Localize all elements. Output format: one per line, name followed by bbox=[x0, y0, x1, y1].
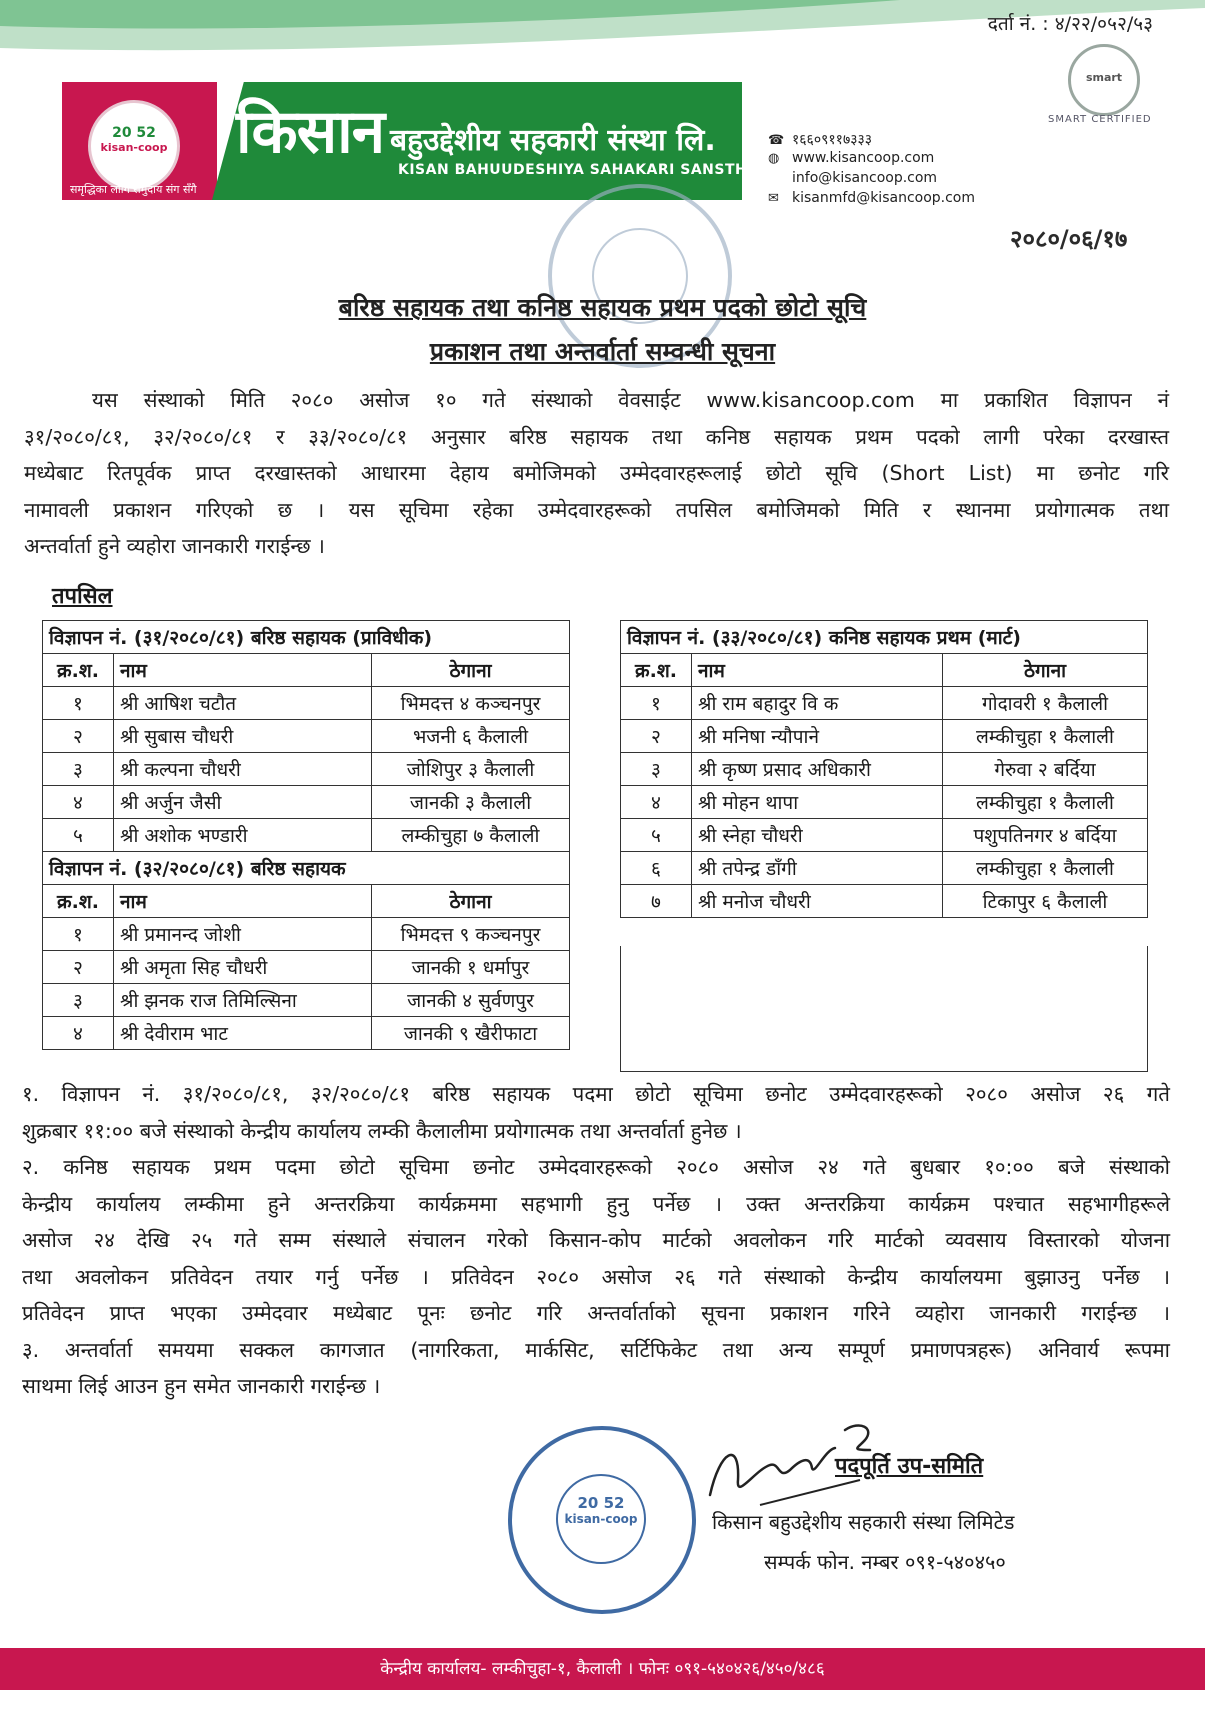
col-header-name: नाम bbox=[114, 885, 372, 918]
cell-sn: ३ bbox=[621, 753, 692, 786]
note-line: ३. अन्तर्वार्ता समयमा सक्कल कागजात (नागरिकता, मार्कसिट, सर्टिफिकेट तथा अन्य सम्पूर्ण प्रमाणपत्रहरू) अनिवार्य रूपमा bbox=[22, 1337, 1170, 1362]
col-header-sn: क्र.श. bbox=[621, 654, 692, 687]
cell-name: श्री कल्पना चौधरी bbox=[114, 753, 372, 786]
table-row bbox=[621, 852, 1148, 885]
paragraph-line: यस संस्थाको मिति २०८० असोज १० गते संस्थाको वेवसाईट www.kisancoop.com मा प्रकाशित विज्ञापन नं bbox=[92, 388, 1169, 412]
paragraph-line: मध्येबाट रितपूर्वक प्राप्त दरखास्तको आधारमा देहाय बमोजिमको उम्मेदवारहरूलाई छोटो सूचि (Short List) मा छनोट गरि bbox=[24, 461, 1169, 485]
cell-name: श्री अमृता सिह चौधरी bbox=[114, 951, 372, 984]
cell-address: जानकी ४ सुर्वणपुर bbox=[372, 984, 570, 1017]
note-line: २. कनिष्ठ सहायक प्रथम पदमा छोटो सूचिमा छनोट उम्मेदवारहरूको २०८० असोज २४ गते बुधबार १०:०० बजे संस्थाको bbox=[22, 1155, 1170, 1179]
cell-address: लम्कीचुहा ७ कैलाली bbox=[372, 819, 570, 852]
paragraph-line: ३१/२०८०/८१, ३२/२०८०/८१ र ३३/२०८०/८१ अनुसार बरिष्ठ सहायक तथा कनिष्ठ सहायक प्रथम पदको लागी परेका दरखास्त bbox=[24, 424, 1169, 449]
cell-name: श्री कृष्ण प्रसाद अधिकारी bbox=[692, 753, 943, 786]
cell-name: श्री झनक राज तिमिल्सिना bbox=[114, 984, 372, 1017]
contact-text[interactable]: kisanmfd@kisancoop.com bbox=[792, 190, 976, 206]
note-line: १. विज्ञापन नं. ३१/२०८०/८१, ३२/२०८०/८१ बरिष्ठ सहायक पदमा छोटो सूचिमा छनोट उम्मेदवारहरूको २०८० असोज २६ गते bbox=[22, 1082, 1170, 1106]
cell-name: श्री अशोक भण्डारी bbox=[114, 819, 372, 852]
note-line: तथा अवलोकन प्रतिवेदन तयार गर्नु पर्नेछ । प्रतिवेदन २०८० असोज २६ गते संस्थाको केन्द्रीय कार्यालयमा बुझाउनु पर्नेछ । bbox=[22, 1264, 1170, 1289]
cell-address: पशुपतिनगर ४ बर्दिया bbox=[943, 819, 1148, 852]
paragraph-line: नामावली प्रकाशन गरिएको छ । यस सूचिमा रहेका उम्मेदवारहरूको तपसिल बमोजिमको मिति र स्थानमा प्रयोगात्मक तथा bbox=[24, 497, 1169, 522]
cell-name: श्री प्रमानन्द जोशी bbox=[114, 918, 372, 951]
note-line: साथमा लिई आउन हुन समेत जानकारी गराईन्छ । bbox=[22, 1374, 381, 1398]
note-line: शुक्रबार ११:०० बजे संस्थाको केन्द्रीय कार्यालय लम्की कैलालीमा प्रयोगात्मक तथा अन्तर्वार्ता हुनेछ । bbox=[22, 1118, 742, 1143]
globe-icon: ◍ bbox=[768, 151, 780, 166]
note-line: प्रतिवेदन प्राप्त भएका उम्मेदवार मध्येबाट पूनः छनोट गरि अन्तर्वार्ताको सूचना प्रकाशन गरिने व्यहोरा जानकारी गराईन्छ । bbox=[22, 1301, 1170, 1325]
table-row bbox=[621, 885, 1148, 918]
notice-date: २०८०/०६/१७ bbox=[1010, 225, 1128, 253]
cell-name: श्री स्नेहा चौधरी bbox=[692, 819, 943, 852]
cell-sn: ३ bbox=[43, 984, 114, 1017]
cell-sn: ७ bbox=[621, 885, 692, 918]
col-header-name: नाम bbox=[692, 654, 943, 687]
table-row bbox=[43, 819, 570, 852]
cell-sn: २ bbox=[43, 720, 114, 753]
cell-address: गोदावरी १ कैलाली bbox=[943, 687, 1148, 720]
intro-paragraph bbox=[24, 382, 1169, 565]
cell-name: श्री सुबास चौधरी bbox=[114, 720, 372, 753]
contact-phone bbox=[768, 130, 872, 149]
smart-certified-badge: smart bbox=[1068, 44, 1140, 116]
cell-address: जानकी १ धर्मापुर bbox=[372, 951, 570, 984]
notice-title: बरिष्ठ सहायक तथा कनिष्ठ सहायक प्रथम पदको छोटो सूचि bbox=[338, 293, 867, 322]
table-row bbox=[621, 819, 1148, 852]
logo-name: kisan-coop bbox=[100, 141, 168, 154]
paragraph-line: अन्तर्वार्ता हुने व्यहोरा जानकारी गराईन्छ । bbox=[24, 534, 325, 558]
cell-name: श्री देवीराम भाट bbox=[114, 1017, 372, 1050]
col-header-address: ठेगाना bbox=[372, 885, 570, 918]
cell-name: श्री मोहन थापा bbox=[692, 786, 943, 819]
cell-address: लम्कीचुहा १ कैलाली bbox=[943, 720, 1148, 753]
cell-address: जानकी ३ कैलाली bbox=[372, 786, 570, 819]
cell-address: भिमदत्त ९ कञ्चनपुर bbox=[372, 918, 570, 951]
cell-sn: ४ bbox=[43, 786, 114, 819]
col-header-address: ठेगाना bbox=[372, 654, 570, 687]
table-caption: विज्ञापन नं. (३२/२०८०/८१) बरिष्ठ सहायक bbox=[43, 852, 570, 885]
col-header-address: ठेगाना bbox=[943, 654, 1148, 687]
table-row bbox=[621, 786, 1148, 819]
cell-address: जोशिपुर ३ कैलाली bbox=[372, 753, 570, 786]
seal-name: kisan-coop bbox=[564, 1512, 638, 1526]
table-empty-extension bbox=[620, 946, 1148, 1072]
table-row bbox=[43, 1017, 570, 1050]
office-seal bbox=[508, 1426, 696, 1614]
org-name-english: KISAN BAHUUDESHIYA SAHAKARI SANSTHA LTD. bbox=[398, 162, 800, 178]
cell-name: श्री राम बहादुर वि क bbox=[692, 687, 943, 720]
cell-sn: २ bbox=[621, 720, 692, 753]
table-row bbox=[621, 687, 1148, 720]
contact-phone-number: सम्पर्क फोन. नम्बर ०९१-५४०४५० bbox=[764, 1550, 1006, 1574]
cell-sn: ३ bbox=[43, 753, 114, 786]
cell-address: जानकी ९ खैरीफाटा bbox=[372, 1017, 570, 1050]
committee-name: पदपूर्ति उप-समिति bbox=[835, 1454, 984, 1479]
table-senior-assistant bbox=[42, 620, 570, 1050]
seal-year: 20 52 bbox=[577, 1494, 625, 1512]
col-header-name: नाम bbox=[114, 654, 372, 687]
table-caption: विज्ञापन नं. (३३/२०८०/८१) कनिष्ठ सहायक प्रथम (मार्ट) bbox=[621, 621, 1148, 654]
tapsil-heading: तपसिल bbox=[52, 584, 113, 609]
cell-address: टिकापुर ६ कैलाली bbox=[943, 885, 1148, 918]
signature-org-name: किसान बहुउद्देशीय सहकारी संस्था लिमिटेड bbox=[712, 1510, 1015, 1534]
cell-sn: ६ bbox=[621, 852, 692, 885]
contact-text[interactable]: www.kisancoop.com bbox=[792, 150, 935, 166]
table-row bbox=[43, 786, 570, 819]
cell-sn: २ bbox=[43, 951, 114, 984]
notice-subtitle: प्रकाशन तथा अन्तर्वार्ता सम्वन्धी सूचना bbox=[429, 337, 776, 366]
cell-sn: ५ bbox=[43, 819, 114, 852]
table-row bbox=[43, 951, 570, 984]
table-row bbox=[43, 984, 570, 1017]
note-line: केन्द्रीय कार्यालय लम्कीमा हुने अन्तरक्रिया कार्यक्रममा सहभागी हुनु पर्नेछ । उक्त अन्तरक्रिया कार्यक्रम पश्चात सहभागीहरूले bbox=[22, 1191, 1170, 1216]
org-name-rest: बहुउद्देशीय सहकारी संस्था लि. bbox=[390, 123, 716, 158]
cell-sn: ४ bbox=[621, 786, 692, 819]
cell-name: श्री मनिषा न्यौपाने bbox=[692, 720, 943, 753]
kisan-coop-logo bbox=[88, 100, 180, 192]
table-caption: विज्ञापन नं. (३१/२०८०/८१) बरिष्ठ सहायक (प्राविधीक) bbox=[43, 621, 570, 654]
cell-address: भिमदत्त ४ कञ्चनपुर bbox=[372, 687, 570, 720]
cell-name: श्री तपेन्द्र डाँगी bbox=[692, 852, 943, 885]
cell-sn: १ bbox=[621, 687, 692, 720]
cell-address: गेरुवा २ बर्दिया bbox=[943, 753, 1148, 786]
org-name-big: किसान bbox=[236, 97, 385, 167]
col-header-sn: क्र.श. bbox=[43, 885, 114, 918]
cell-sn: १ bbox=[43, 687, 114, 720]
contact-mail[interactable] bbox=[768, 190, 975, 206]
table-row bbox=[43, 753, 570, 786]
smart-certified-label: SMART CERTIFIED bbox=[1048, 114, 1152, 125]
col-header-sn: क्र.श. bbox=[43, 654, 114, 687]
tagline: समृद्धिका लागि समुदाय संग सँगै bbox=[70, 183, 197, 196]
contact-text: १६६०९११७३३३ bbox=[792, 132, 873, 148]
cell-name: श्री आषिश चटौत bbox=[114, 687, 372, 720]
contact-info-email[interactable] bbox=[768, 170, 937, 186]
cell-name: श्री मनोज चौधरी bbox=[692, 885, 943, 918]
table-row bbox=[621, 720, 1148, 753]
phone-icon: ☎ bbox=[768, 133, 785, 148]
contact-website[interactable] bbox=[768, 150, 934, 166]
mail-icon: ✉ bbox=[768, 191, 779, 206]
cell-sn: १ bbox=[43, 918, 114, 951]
table-row bbox=[43, 918, 570, 951]
cell-address: लम्कीचुहा १ कैलाली bbox=[943, 786, 1148, 819]
seal-inner-ring bbox=[556, 1474, 646, 1564]
table-junior-assistant bbox=[620, 620, 1148, 918]
cell-address: भजनी ६ कैलाली bbox=[372, 720, 570, 753]
table-row bbox=[621, 753, 1148, 786]
notes-section bbox=[22, 1076, 1170, 1405]
table-row bbox=[43, 687, 570, 720]
table-row bbox=[43, 720, 570, 753]
cell-sn: ५ bbox=[621, 819, 692, 852]
note-line: असोज २४ देखि २५ गते सम्म संस्थाले संचालन गरेको किसान-कोप मार्टको अवलोकन गरि मार्टको व्यवसाय विस्तारको योजना bbox=[22, 1228, 1170, 1252]
cell-address: लम्कीचुहा १ कैलाली bbox=[943, 852, 1148, 885]
cell-sn: ४ bbox=[43, 1017, 114, 1050]
footer-address-bar: केन्द्रीय कार्यालय- लम्कीचुहा-१, कैलाली । फोनः ०९१-५४०४२६/४५०/४८६ bbox=[0, 1648, 1205, 1690]
registration-number: दर्ता नं. : ४/२२/०५२/५३ bbox=[987, 13, 1153, 35]
contact-text[interactable]: info@kisancoop.com bbox=[792, 170, 938, 186]
logo-year: 20 52 bbox=[112, 125, 156, 141]
cell-name: श्री अर्जुन जैसी bbox=[114, 786, 372, 819]
